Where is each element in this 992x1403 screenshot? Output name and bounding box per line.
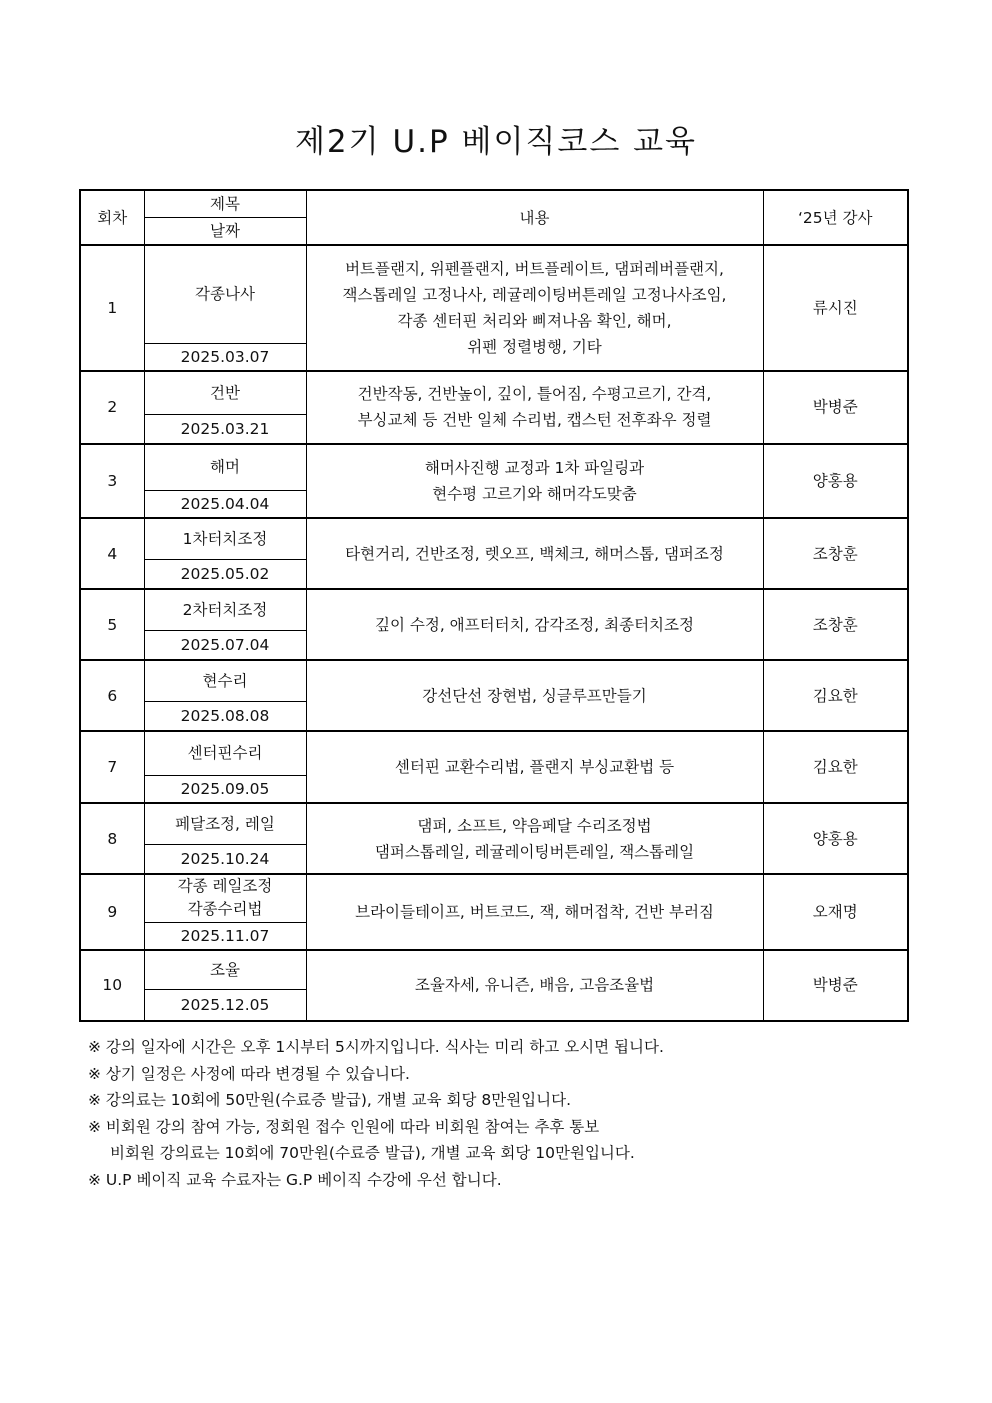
row-date: 2025.08.08 [144, 701, 306, 731]
row-teacher: 양홍용 [763, 803, 908, 874]
row-teacher: 박병준 [763, 950, 908, 1021]
row-subject: 페달조정, 레일 [144, 803, 306, 844]
row-content [306, 518, 763, 589]
row-teacher: 오재명 [763, 874, 908, 950]
header-content: 내용 [306, 190, 763, 245]
content-line: 해머사진행 교정과 1차 파일링과 [424, 458, 645, 477]
row-content [306, 589, 763, 660]
header-subject: 제목 [144, 190, 306, 218]
row-round: 6 [80, 660, 144, 731]
schedule-table [79, 189, 909, 1022]
content-line: 댐퍼스톱레일, 레귤레이팅버튼레일, 잭스톱레일 [374, 842, 695, 861]
row-subject: 1차터치조정 [144, 518, 306, 559]
row-content [306, 803, 763, 874]
row-date: 2025.10.24 [144, 844, 306, 874]
row-subject: 현수리 [144, 660, 306, 701]
row-teacher: 조창훈 [763, 518, 908, 589]
note-line: ※ 강의 일자에 시간은 오후 1시부터 5시까지입니다. 식사는 미리 하고 오시면 됩니다. [88, 1038, 664, 1056]
row-teacher: 김요한 [763, 731, 908, 803]
row-round: 9 [80, 874, 144, 950]
content-line: 브라이들테이프, 버트코드, 잭, 해머접착, 건반 부러짐 [355, 902, 714, 921]
row-round: 7 [80, 731, 144, 803]
row-content [306, 444, 763, 519]
content-line: 부싱교체 등 건반 일체 수리법, 캡스턴 전후좌우 정렬 [357, 411, 712, 429]
row-round: 4 [80, 518, 144, 589]
row-date: 2025.04.04 [144, 491, 306, 519]
row-subject: 각종 레일조정 각종수리법 [144, 874, 306, 922]
row-round: 3 [80, 444, 144, 519]
content-line: 깊이 수정, 애프터터치, 감각조정, 최종터치조정 [375, 615, 694, 634]
content-line: 조율자세, 유니즌, 배음, 고음조율법 [414, 976, 655, 994]
header-round: 회차 [80, 190, 144, 245]
row-subject: 건반 [144, 371, 306, 415]
row-round: 5 [80, 589, 144, 660]
content-line: 강선단선 장현법, 싱글루프만들기 [422, 686, 647, 705]
row-date: 2025.05.02 [144, 559, 306, 589]
note-line: ※ 비회원 강의 참여 가능, 정회원 접수 인원에 따라 비회원 참여는 추후 통보 [88, 1117, 600, 1136]
row-date: 2025.03.21 [144, 415, 306, 444]
row-round: 2 [80, 371, 144, 444]
row-date: 2025.03.07 [144, 343, 306, 371]
row-content [306, 660, 763, 731]
row-subject: 조율 [144, 950, 306, 990]
row-date: 2025.12.05 [144, 990, 306, 1021]
row-content [306, 245, 763, 371]
row-teacher: 김요한 [763, 660, 908, 731]
row-date: 2025.11.07 [144, 922, 306, 950]
header-date: 날짜 [144, 218, 306, 246]
row-content [306, 731, 763, 803]
row-content [306, 371, 763, 444]
content-line: 위펜 정렬병행, 기타 [467, 337, 602, 356]
notes [88, 1034, 918, 1193]
row-teacher: 박병준 [763, 371, 908, 444]
row-date: 2025.07.04 [144, 630, 306, 660]
row-subject: 센터핀수리 [144, 731, 306, 775]
row-subject: 2차터치조정 [144, 589, 306, 630]
row-content [306, 950, 763, 1021]
row-subject: 해머 [144, 444, 306, 491]
content-line: 잭스톱레일 고정나사, 레귤레이팅버튼레일 고정나사조임, [342, 285, 727, 304]
row-round: 8 [80, 803, 144, 874]
content-line: 각종 센터핀 처리와 삐져나옴 확인, 해머, [397, 311, 672, 330]
content-line: 센터핀 교환수리법, 플랜지 부싱교환법 등 [394, 758, 675, 776]
note-line: ※ U.P 베이직 교육 수료자는 G.P 베이직 수강에 우선 합니다. [88, 1170, 502, 1189]
row-round: 10 [80, 950, 144, 1021]
content-line: 버트플랜지, 위펜플랜지, 버트플레이트, 댐퍼레버플랜지, [345, 259, 724, 278]
content-line: 댐퍼, 소프트, 약음페달 수리조정법 [417, 816, 652, 835]
note-line: ※ 강의료는 10회에 50만원(수료증 발급), 개별 교육 회당 8만원입니다. [88, 1091, 572, 1109]
row-round: 1 [80, 245, 144, 371]
note-line: ※ 상기 일정은 사정에 따라 변경될 수 있습니다. [88, 1064, 410, 1083]
row-teacher: 류시진 [763, 245, 908, 371]
note-line: 비회원 강의료는 10회에 70만원(수료증 발급), 개별 교육 회당 10만원입니다. [110, 1144, 635, 1162]
content-line: 건반작동, 건반높이, 깊이, 틀어짐, 수평고르기, 간격, [357, 385, 712, 403]
content-line: 현수평 고르기와 해머각도맞춤 [432, 484, 637, 503]
row-date: 2025.09.05 [144, 775, 306, 803]
row-teacher: 조창훈 [763, 589, 908, 660]
row-teacher: 양홍용 [763, 444, 908, 519]
content-line: 타현거리, 건반조정, 렛오프, 백체크, 해머스톱, 댐퍼조정 [345, 544, 724, 563]
page-title: 제2기 U.P 베이직코스 교육 [294, 124, 698, 160]
header-teacher: ‘25년 강사 [763, 190, 908, 245]
row-content [306, 874, 763, 950]
row-subject: 각종나사 [144, 245, 306, 343]
